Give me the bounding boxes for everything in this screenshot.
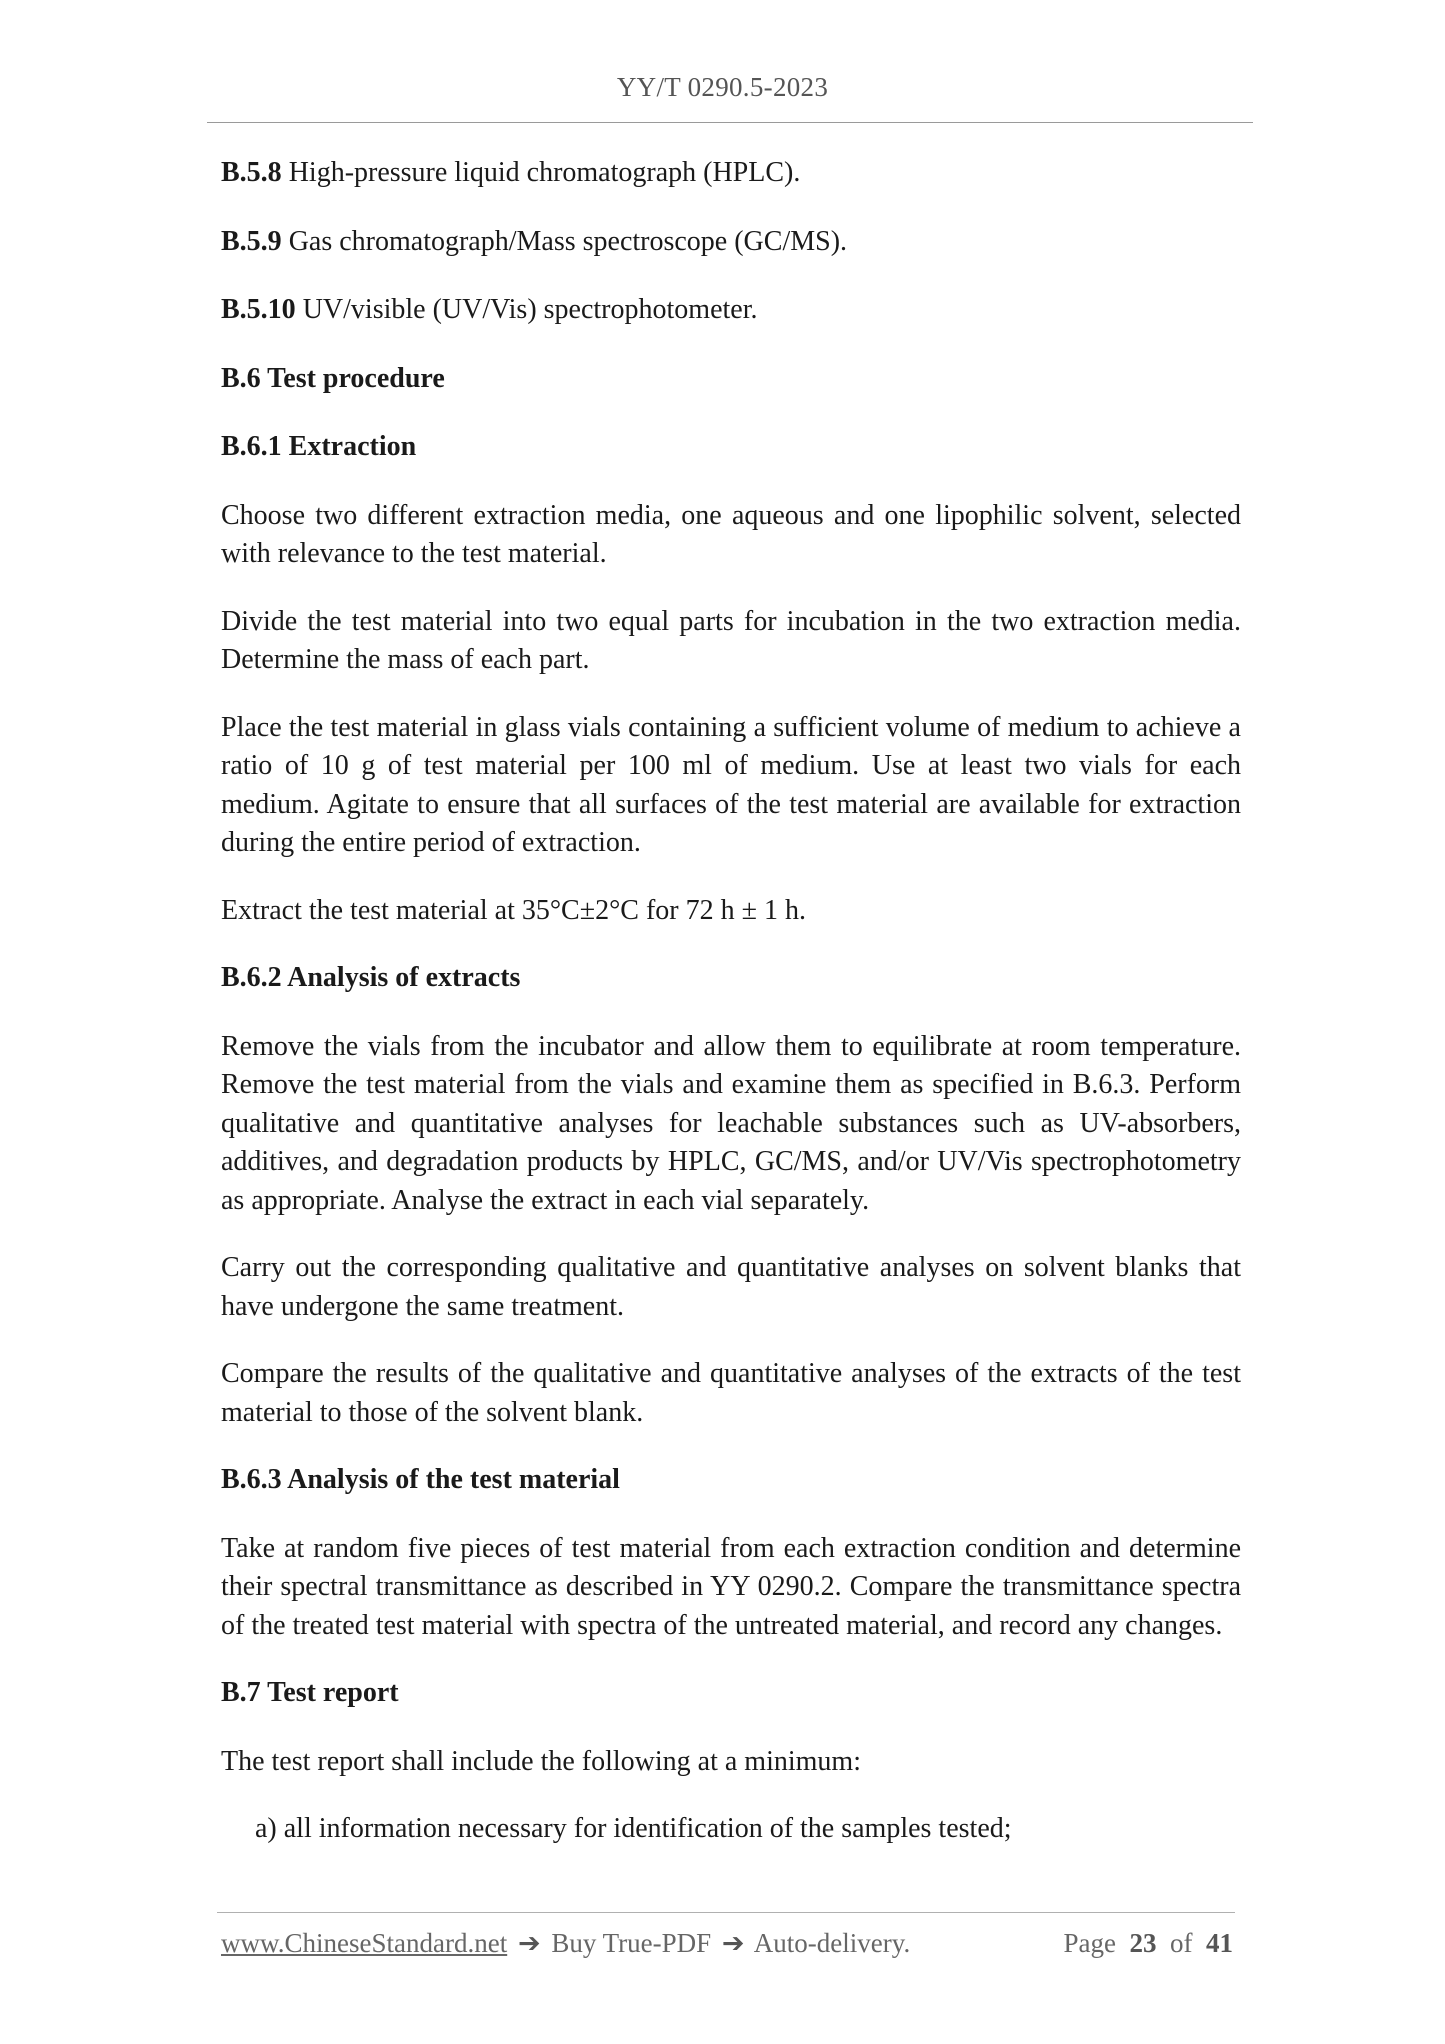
clause-text: Gas chromatograph/Mass spectroscope (GC/MS). [281,225,848,257]
clause-number: B.5.9 [221,225,282,257]
page-total: 41 [1206,1928,1233,1958]
paragraph-extract-temperature: Extract the test material at 35°C±2°C for 72 h ± 1 h. [221,894,806,926]
heading-b-6-1: B.6.1 Extraction [221,431,417,462]
arrow-right-icon: ➔ [721,1928,745,1958]
page-of-label: of [1170,1928,1193,1958]
header-divider [207,122,1253,123]
page-footer [221,1928,1233,1959]
heading-b-6-2: B.6.2 Analysis of extracts [221,962,521,993]
heading-b-6: B.6 Test procedure [221,362,445,394]
paragraph-remove-vials: Remove the vials from the incubator and allow them to equilibrate at room temperature. Remove the test material from the vials and examine them as specified in B.6.3. Perform qualitative and quantitative analyses for leachable substances such as UV-absorbers, additives, and degradation products by HPLC, GC/MS, and/or UV/Vis spectrophotometry as appropriate. Analyse the extract in each vial separately. [221,1030,1241,1216]
paragraph-solvent-blanks: Carry out the corresponding qualitative and quantitative analyses on solvent blanks that have undergone the same treatment. [221,1252,1241,1322]
document-body [221,154,1241,1849]
clause-b-5-10 [221,291,1241,330]
footer-website-link[interactable]: www.ChineseStandard.net [221,1928,508,1958]
footer-promo [221,1928,910,1959]
paragraph-glass-vials: Place the test material in glass vials containing a sufficient volume of medium to achieve a ratio of 10 g of test material per 100 ml of medium. Use at least two vials for each medium. Agitate to ensure that all surfaces of the test material are available for extraction during the entire period of extraction. [221,711,1241,858]
heading-b-6-3: B.6.3 Analysis of the test material [221,1464,620,1495]
document-header-title: YY/T 0290.5-2023 [616,72,829,102]
page-current: 23 [1129,1928,1157,1958]
paragraph-extraction-media: Choose two different extraction media, one aqueous and one lipophilic solvent, selected with relevance to the test material. [221,499,1241,569]
paragraph-spectral-transmittance: Take at random five pieces of test material from each extraction condition and determine their spectral transmittance as described in YY 0290.2. Compare the transmittance spectra of the treated test material with spectra of the untreated material, and record any changes. [221,1532,1241,1641]
page-label: Page [1063,1928,1116,1958]
paragraph-divide-material: Divide the test material into two equal parts for incubation in the two extraction media. Determine the mass of each part. [221,605,1241,675]
clause-number: B.5.10 [221,294,296,325]
arrow-right-icon: ➔ [517,1928,541,1958]
clause-b-5-8 [221,154,1241,193]
clause-number: B.5.8 [221,157,282,188]
heading-b-7: B.7 Test report [221,1677,399,1708]
paragraph-report-minimum: The test report shall include the following at a minimum: [221,1745,861,1777]
footer-delivery-text: Auto-delivery. [753,1928,911,1958]
clause-b-5-9 [221,223,1241,262]
footer-divider [217,1912,1235,1913]
clause-text: UV/visible (UV/Vis) spectrophotometer. [295,294,758,325]
paragraph-compare-results: Compare the results of the qualitative and quantitative analyses of the extracts of the test material to those of the solvent blank. [221,1358,1241,1428]
page-number [1064,1928,1233,1959]
clause-text: High-pressure liquid chromatograph (HPLC). [281,157,801,188]
footer-buy-text: Buy True-PDF [551,1928,712,1958]
list-item-a: a) all information necessary for identification of the samples tested; [255,1813,1012,1844]
